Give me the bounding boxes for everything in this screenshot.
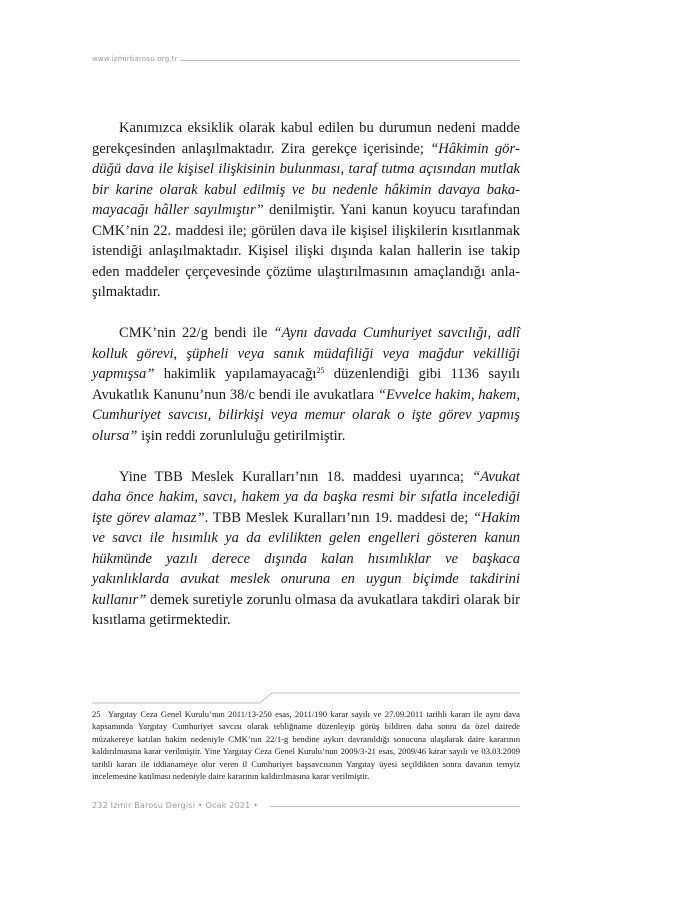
header-rule (180, 60, 520, 61)
footnote-number: 25 (92, 709, 101, 719)
quote: “Hakim ve savcı ile hısımlık ya da evlilikten gelen engelleri gösteren kanun hükmünde yazılı derece dışında kalan hısımlıklar ve başkaca yakınlıklarda avukat meslek onuruna en uygun biçimde takdirini kullanır” (92, 509, 520, 608)
body-text (92, 118, 520, 631)
text-run: demek suretiyle zorunlu olmasa da avukatlara takdiri olarak bir kısıtlama getirmektedir. (92, 591, 520, 628)
quote: “Aynı davada Cumhuriyet savcılığı, adlî kolluk görevi, şüpheli veya sanık müdafiliği veya mağdur vekilliği yapmışsa” (92, 325, 520, 382)
text-run: CMK’nin 22/g bendi ile (119, 325, 274, 341)
text-run: denilmiştir. Yani kanun koyucu tarafından CMK’nin 22. maddesi ile; görülen dava ile kişisel ilişkilerin kısıtlanmak istendiği anlaşılmaktadır. Kişisel ilişki dışında kalan hallerin ise takip eden maddeler çerçevesinde çözüme ulaştırılmasının amaçlandığı anlaşılmaktadır. (92, 202, 520, 300)
text-run: işin reddi zorunluluğu getirilmiştir. (137, 427, 346, 444)
footnote (92, 708, 520, 782)
header-url: www.izmirbarosu.org.tr (92, 55, 178, 63)
paragraph (92, 467, 520, 631)
quote: “Hâkimin gördüğü dava ile kişisel ilişkisinin bulunması, taraf tutma açısından mutlak bir karine olarak kabul edilmiş ve bu nedenle hâkimin davaya bakamayacağı hâller sayılmıştır” (92, 140, 521, 218)
text-run: . TBB Meslek Kuralları’nın 19. maddesi de; (204, 509, 473, 526)
page-footer: 232 İzmir Barosu Dergisi • Ocak 2021 • (92, 801, 259, 810)
quote: “Evvelce hakim, hakem, Cumhuriyet savcısı, bilirkişi veya memur olarak o işte görev yapmış olursa” (92, 386, 520, 444)
footnote-ref: 25 (316, 366, 325, 375)
paragraph (92, 323, 520, 446)
text-run: hakimlik yapılamayacağı (154, 366, 317, 382)
paragraph (92, 118, 520, 303)
footer-rule (270, 806, 520, 807)
text-run: Yine TBB Meslek Kuralları’nın 18. maddesi uyarınca; (119, 468, 473, 485)
footnote-separator (92, 690, 520, 704)
text-run: düzenlendiği gibi 1136 sayılı Avukatlık Kanunu’nun 38/c bendi ile avukatlara (92, 366, 521, 403)
text-run: Kanımızca eksiklik olarak kabul edilen bu durumun nedeni madde gerekçesinden anlaşılmaktadır. Zira gerekçe içerisinde; (92, 120, 520, 157)
footnote-text: Yargıtay Ceza Genel Kurulu’nun 2011/13-250 esas, 2011/190 karar sayılı ve 27.09.2011 tarihli kararı ile aynı dava kapsamında Yargıtay Cumhuriyet savcısı olarak tebliğname düzenleyip görüş bildiren daha sonra da özel dairede müzakereye katılan hakim nedeniyle CMK’nın 22/1-g bendine aykırı davranıldığı sonucuna ulaşılarak daire kararının kaldırılmasına karar verilmiştir. Yine Yargıtay Ceza Genel Kurulu’nun 2009/3-21 esas, 2009/46 karar sayılı ve 03.03.2009 tarihli kararı ile iddianameye olur veren il Cumhuriyet başsavcısının Yargıtay üyesi seçildikten sonra davanın temyiz incelemesine katılması nedeniyle daire kararının kaldırılmasına karar verilmiştir. (92, 709, 520, 782)
quote: “Avukat daha önce hakim, savcı, hakem ya da başka resmi bir sıfatla incelediği işte görev alamaz” (92, 468, 520, 526)
